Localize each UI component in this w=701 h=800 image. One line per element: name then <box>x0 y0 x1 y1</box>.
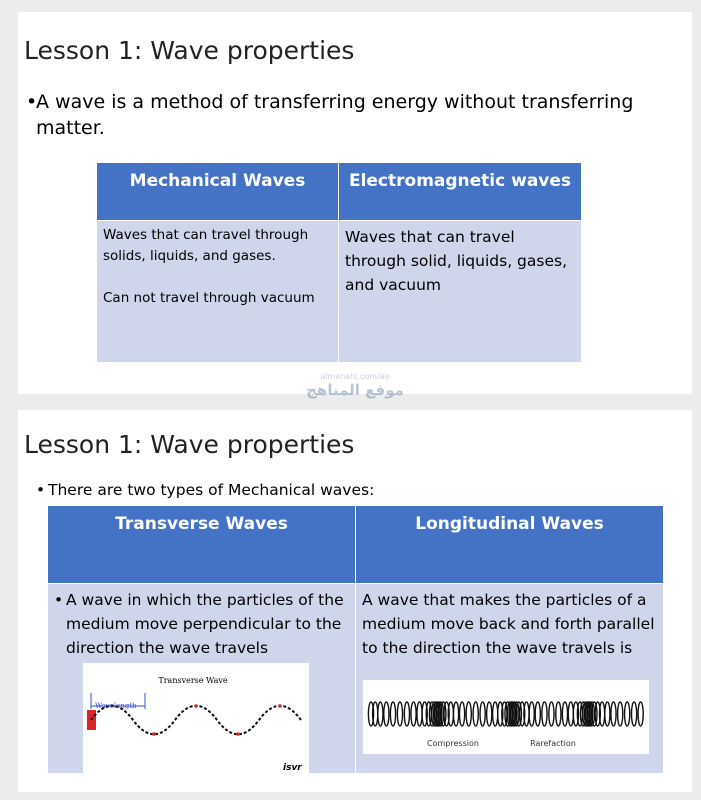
diagram-credit: isvr <box>283 763 302 773</box>
spring-coil <box>384 702 389 726</box>
slide-2-title: Lesson 1: Wave properties <box>24 430 355 459</box>
header-longitudinal-waves: Longitudinal Waves <box>356 506 664 584</box>
transverse-wave-diagram <box>83 663 309 775</box>
spring-coil <box>411 702 416 726</box>
compression-label: Compression <box>427 739 479 748</box>
spring-coil <box>605 702 610 726</box>
spring-coil <box>625 702 630 726</box>
spring-coil <box>397 702 402 726</box>
wavelength-label: Wavelength <box>95 702 137 710</box>
spring-coil <box>417 702 422 726</box>
spring-coil <box>535 702 540 726</box>
bullet-dot: • <box>36 481 46 499</box>
watermark-url: almanahj.com/ae <box>320 372 390 381</box>
spring-coil <box>473 702 478 726</box>
slide-1 <box>18 12 692 394</box>
slide-2 <box>18 410 692 792</box>
spring-coil <box>562 702 567 726</box>
slide-1-bullet-text: A wave is a method of transferring energy without transferring matter. <box>36 91 634 139</box>
spring-coil <box>549 702 554 726</box>
watermark-logo: موقع المناهج <box>306 381 404 399</box>
spring-coil <box>556 702 561 726</box>
spring-coil <box>631 702 636 726</box>
spring-coils <box>368 702 643 726</box>
cell-mechanical-description <box>97 221 339 363</box>
waves-comparison-table <box>96 162 582 363</box>
cell-electromagnetic-description: Waves that can travel through solid, liquids, gases, and vacuum <box>339 221 582 363</box>
spring-coil <box>618 702 623 726</box>
transverse-wave-svg <box>83 663 309 775</box>
spring-coil <box>390 702 395 726</box>
header-electromagnetic-waves: Electromagnetic waves <box>339 163 582 221</box>
slide-2-bullet <box>36 479 375 501</box>
spring-coil <box>466 702 471 726</box>
mechanical-line-2: Can not travel through vacuum <box>103 290 315 306</box>
header-transverse-waves: Transverse Waves <box>48 506 356 584</box>
transverse-wave-curve <box>91 706 301 735</box>
spring-coil <box>487 702 492 726</box>
spring-coil <box>453 702 458 726</box>
longitudinal-wave-svg <box>363 680 649 754</box>
spring-coil <box>404 702 409 726</box>
header-mechanical-waves: Mechanical Waves <box>97 163 339 221</box>
rarefaction-label: Rarefaction <box>530 739 576 748</box>
spring-coil <box>378 702 383 726</box>
slide-1-bullet <box>26 89 681 141</box>
spring-coil <box>459 702 464 726</box>
transverse-text-wrap <box>54 588 349 660</box>
spring-coil <box>529 702 534 726</box>
slide-2-bullet-text: There are two types of Mechanical waves: <box>48 481 375 499</box>
spring-coil <box>542 702 547 726</box>
spring-coil <box>611 702 616 726</box>
bullet-dot: • <box>26 91 38 113</box>
longitudinal-wave-diagram <box>363 680 649 754</box>
mechanical-line-1: Waves that can travel through solids, liquids, and gases. <box>103 227 309 264</box>
spring-coil <box>480 702 485 726</box>
slide-1-title: Lesson 1: Wave properties <box>24 36 355 65</box>
transverse-diagram-title: Transverse Wave <box>158 676 228 685</box>
cell-longitudinal-description: A wave that makes the particles of a medium move back and forth parallel to the direction the wave travels is <box>356 584 664 774</box>
transverse-text: A wave in which the particles of the medium move perpendicular to the direction the wave travels <box>66 591 344 657</box>
bullet-dot: • <box>54 591 64 609</box>
spring-coil <box>638 702 643 726</box>
